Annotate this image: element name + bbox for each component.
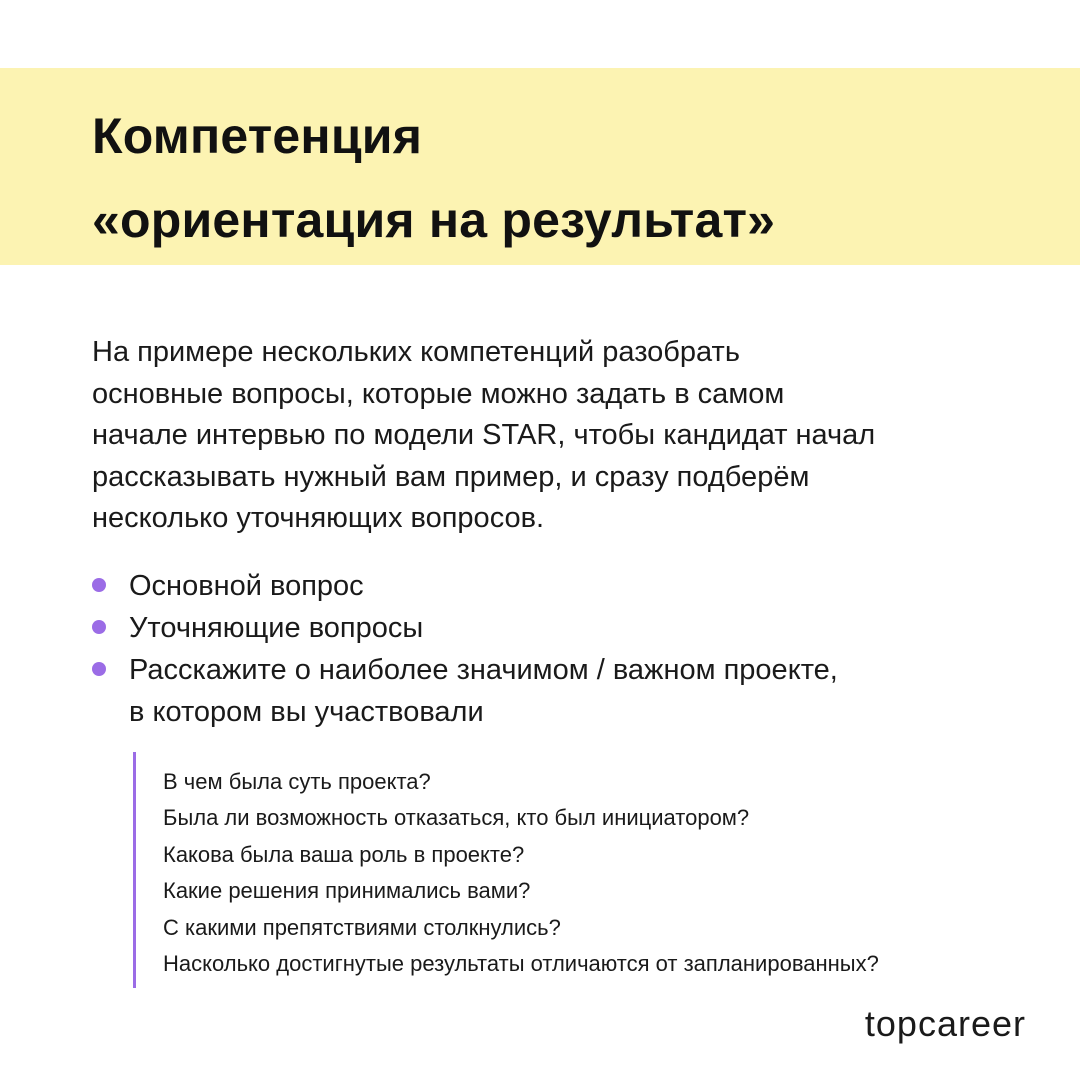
- bullet-dot-icon: [92, 662, 106, 676]
- bullet-item-project-question: [92, 649, 1052, 733]
- followup-question: Какие решения принимались вами?: [163, 878, 531, 904]
- page-title-line-1: Компетенция: [92, 108, 423, 164]
- page-title: [92, 94, 775, 262]
- intro-line-1: На примере нескольких компетенций разобрать: [92, 336, 740, 368]
- followup-question: Насколько достигнутые результаты отличаются от запланированных?: [163, 951, 879, 977]
- intro-line-3: начале интервью по модели STAR, чтобы кандидат начал: [92, 419, 876, 451]
- page-title-line-2: «ориентация на результат»: [92, 192, 776, 248]
- bullet-text: Основной вопрос: [129, 570, 364, 602]
- intro-line-4: рассказывать нужный вам пример, и сразу подберём: [92, 460, 810, 493]
- bullet-dot-icon: [92, 620, 106, 634]
- intro-line-5: несколько уточняющих вопросов.: [92, 502, 545, 534]
- bullet-item-main-question: [92, 565, 1052, 607]
- followup-question: Какова была ваша роль в проекте?: [163, 841, 525, 867]
- followup-questions-block: [133, 752, 1056, 988]
- intro-paragraph: [92, 332, 1032, 540]
- bullet-item-followup-questions: [92, 607, 1052, 649]
- followup-questions-list: [136, 752, 1056, 982]
- bullet-text: Уточняющие вопросы: [129, 612, 424, 644]
- bullet-list: [92, 565, 1052, 733]
- followup-question: В чем была суть проекта?: [163, 769, 431, 794]
- brand-logo: topcareer: [864, 1003, 1026, 1044]
- bullet-text-line-2: в котором вы участвовали: [129, 696, 484, 728]
- bullet-text-line-1: Расскажите о наиболее значимом / важном проекте,: [129, 654, 838, 686]
- bullet-dot-icon: [92, 578, 106, 592]
- followup-question: С какими препятствиями столкнулись?: [163, 914, 561, 940]
- followup-question: Была ли возможность отказаться, кто был инициатором?: [163, 805, 750, 831]
- intro-line-2: основные вопросы, которые можно задать в самом: [92, 377, 785, 410]
